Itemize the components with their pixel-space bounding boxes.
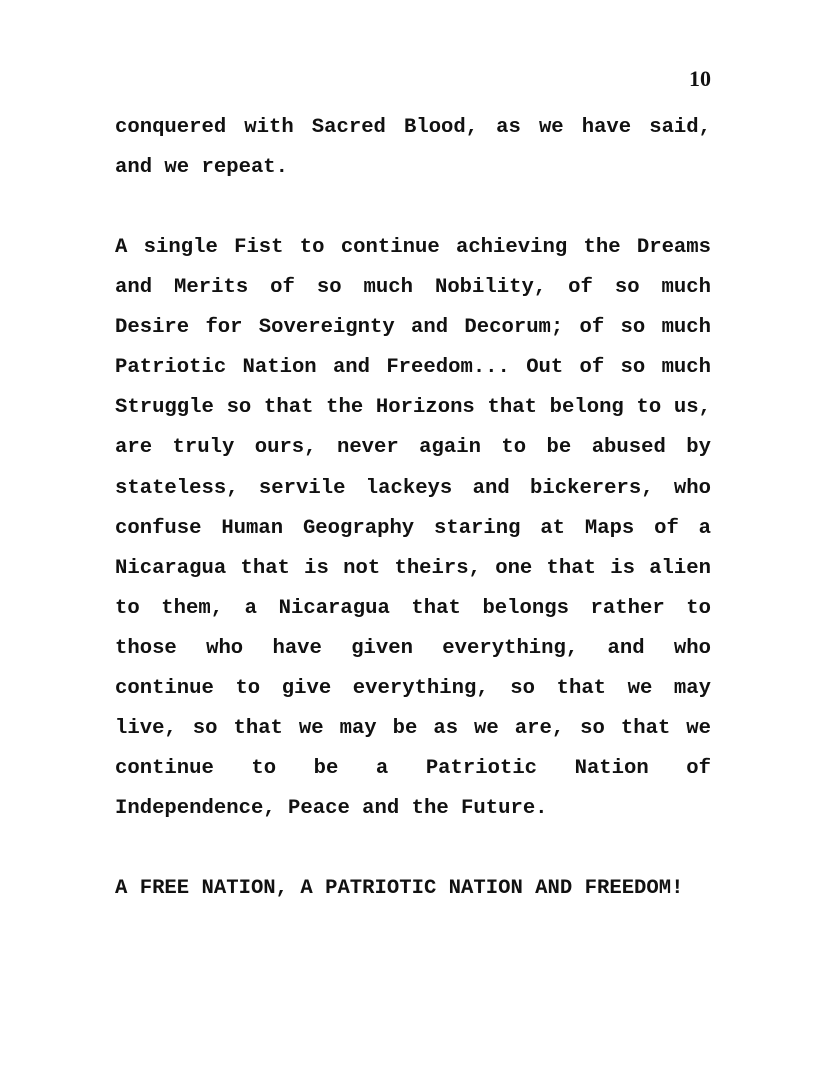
paragraph-closing-slogan: A FREE NATION, A PATRIOTIC NATION AND FREEDOM! [115, 877, 684, 900]
paragraph-main: A single Fist to continue achieving the Dreams and Merits of so much Nobility, of so much Desire for Sovereignty and Decorum; of so much Patriotic Nation and Freedom... Out of so much Struggle so that the Horizons that belong to us, are truly ours, never again to be abused by stateless, servile lackeys and bickerers, who confuse Human Geography staring at Maps of a Nicaragua that is not theirs, one that is alien to them, a Nicaragua that belongs rather to those who have given everything, and who continue to give everything, so that we may live, so that we may be as we are, so that we continue to be a Patriotic Nation of Independence, Peace and the Future. [115, 236, 711, 821]
page-number: 10 [689, 66, 711, 91]
paragraph-opening: conquered with Sacred Blood, as we have said, and we repeat. [115, 116, 711, 180]
